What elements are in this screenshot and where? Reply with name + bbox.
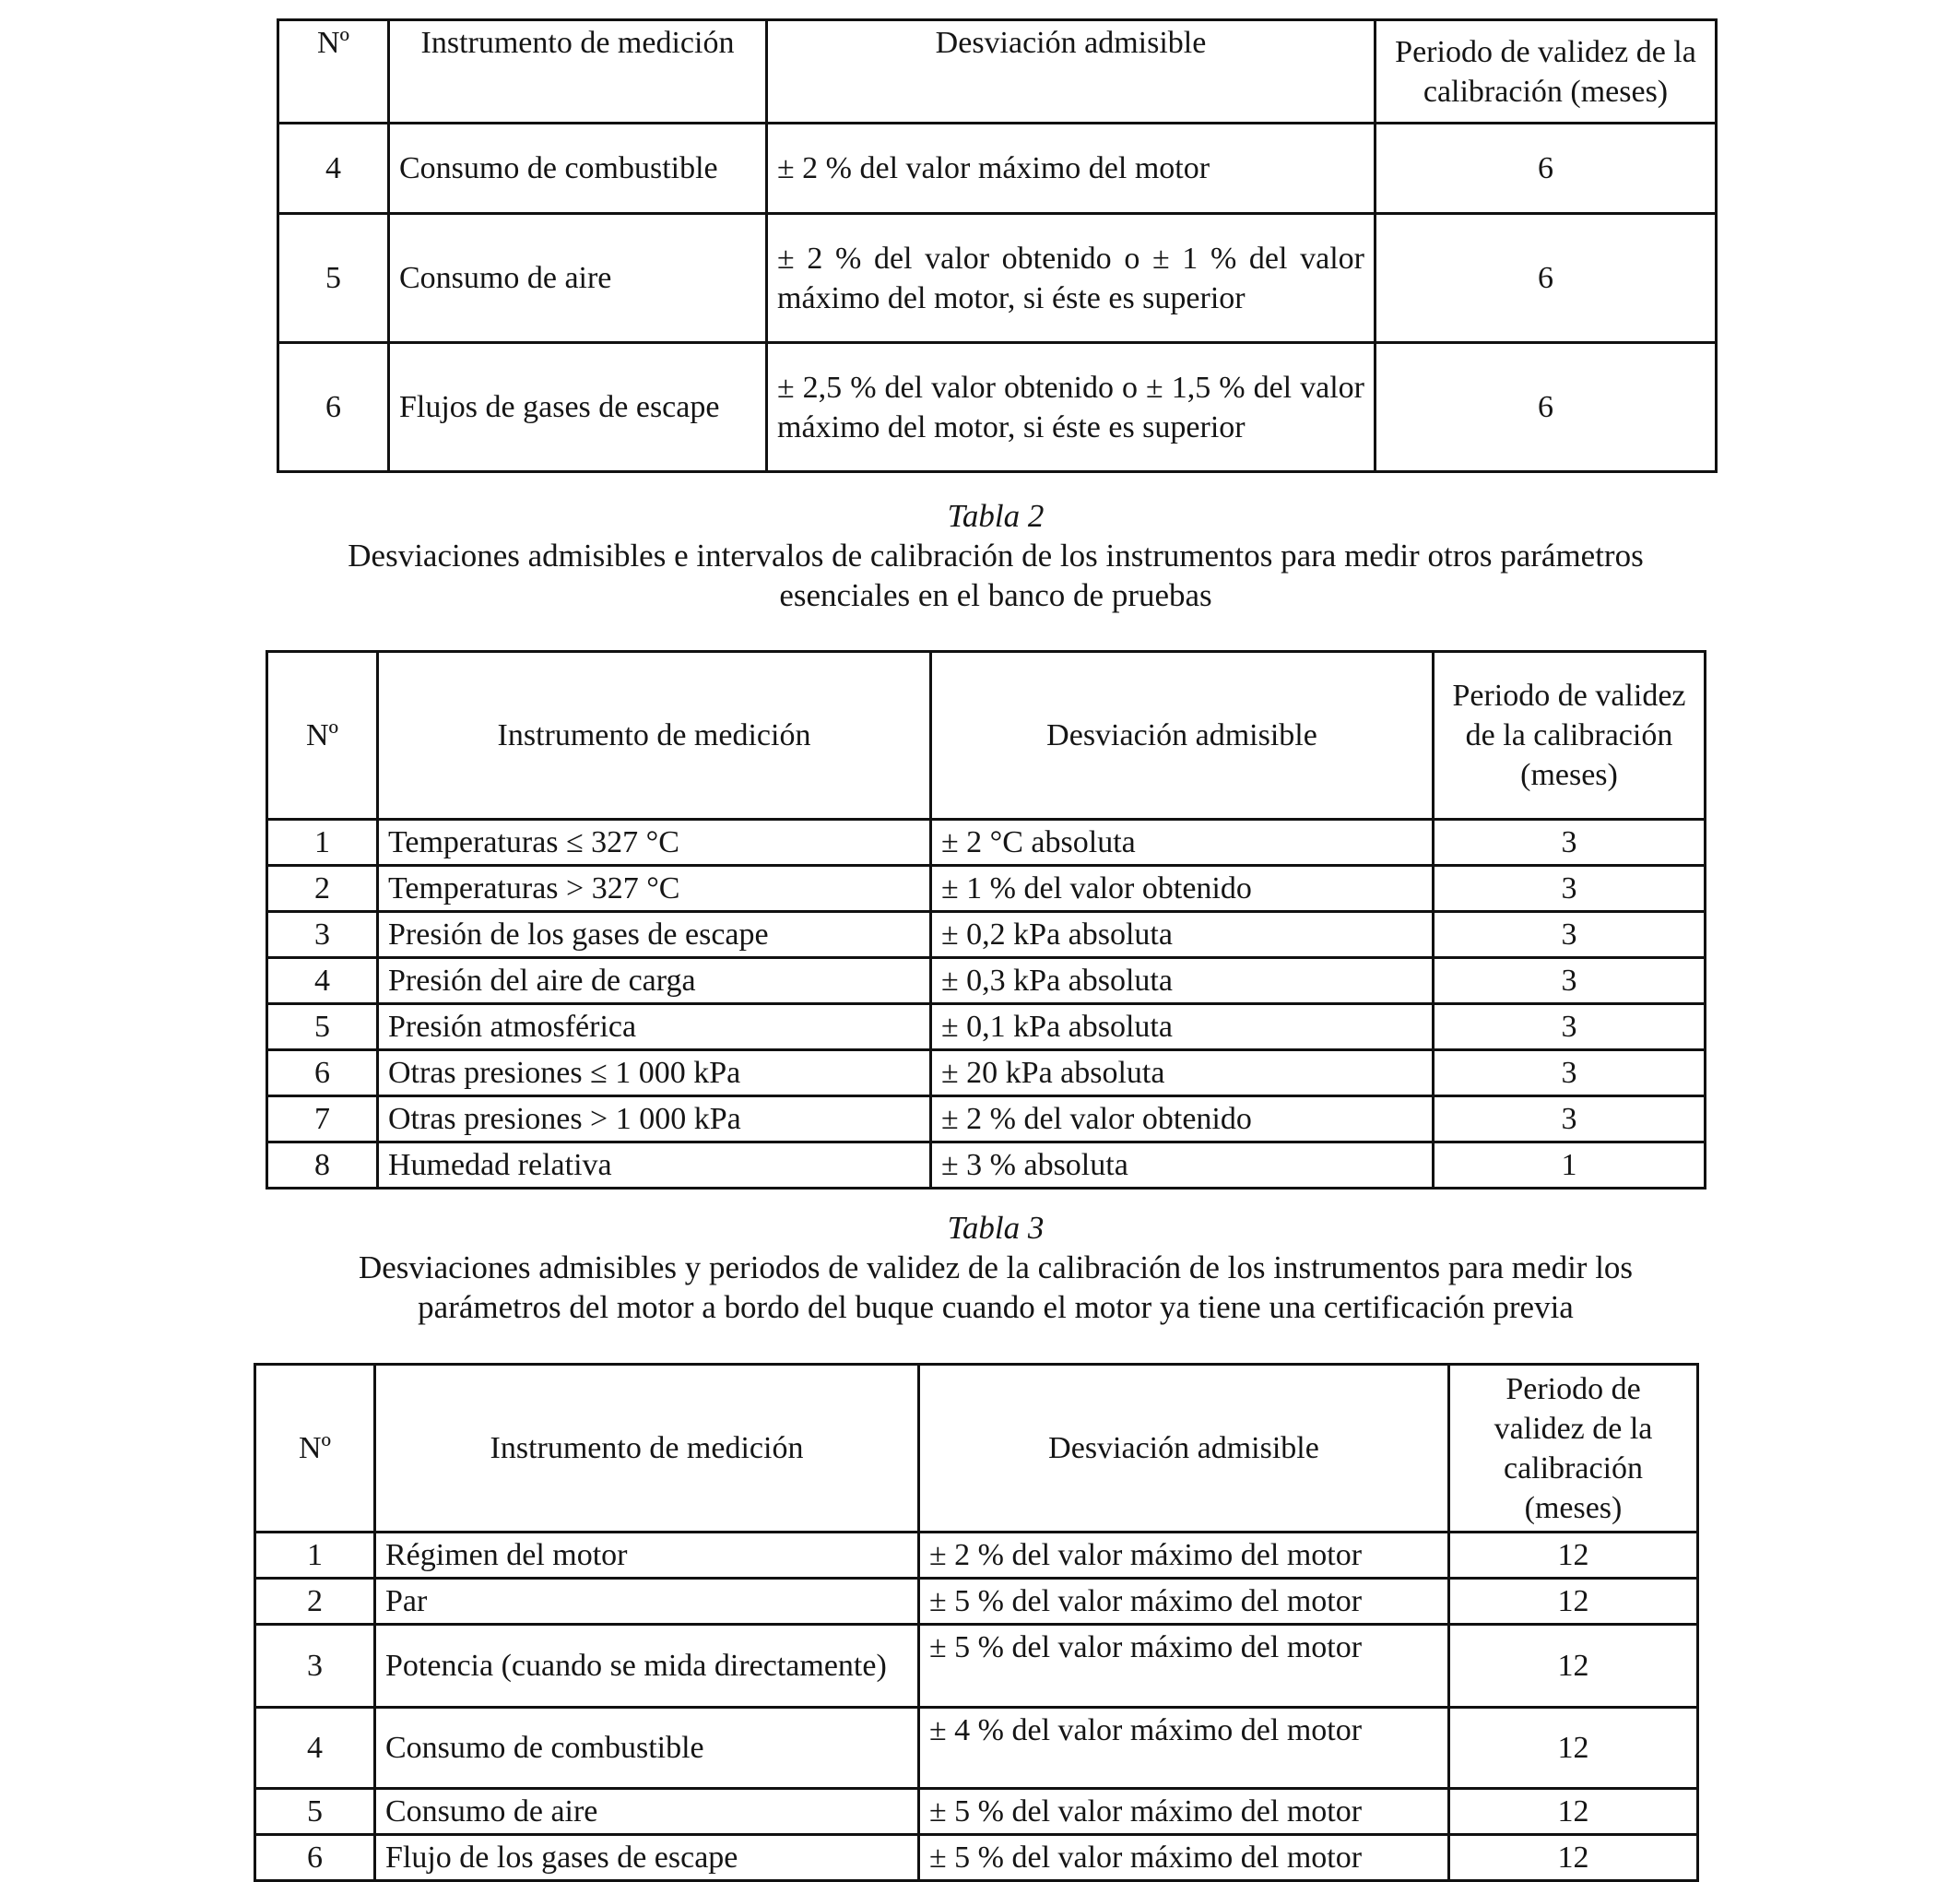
row-deviation: ± 2 % del valor máximo del motor [767, 124, 1376, 214]
header-deviation: Desviación admisible [931, 652, 1434, 820]
table-2-title: Tabla 2 [947, 498, 1045, 534]
row-period: 12 [1449, 1789, 1698, 1835]
row-period: 6 [1376, 343, 1717, 472]
row-instrument: Consumo de aire [389, 214, 767, 343]
row-instrument: Temperaturas ≤ 327 °C [378, 820, 931, 866]
row-number: 7 [267, 1096, 378, 1142]
row-deviation: ± 2 % del valor obtenido o ± 1 % del valor máximo del motor, si éste es superior [767, 214, 1376, 343]
row-deviation: ± 4 % del valor máximo del motor [919, 1708, 1449, 1789]
row-instrument: Presión de los gases de escape [378, 912, 931, 958]
row-period: 6 [1376, 124, 1717, 214]
row-instrument: Humedad relativa [378, 1142, 931, 1189]
row-period: 1 [1434, 1142, 1706, 1189]
table-row [267, 1004, 1706, 1050]
row-instrument: Consumo de combustible [375, 1708, 919, 1789]
row-deviation: ± 5 % del valor máximo del motor [919, 1835, 1449, 1881]
table-3-description: Desviaciones admisibles y periodos de validez de la calibración de los instrumentos para medir los parámetros del motor a bordo del buque cuando el motor ya tiene una certificación previa [358, 1249, 1634, 1325]
table-row [255, 1533, 1698, 1579]
row-number: 8 [267, 1142, 378, 1189]
table-header-row [267, 652, 1706, 820]
row-instrument: Potencia (cuando se mida directamente) [375, 1625, 919, 1708]
row-instrument: Otras presiones ≤ 1 000 kPa [378, 1050, 931, 1096]
row-period: 3 [1434, 912, 1706, 958]
row-number: 5 [255, 1789, 375, 1835]
row-instrument: Consumo de aire [375, 1789, 919, 1835]
row-number: 6 [267, 1050, 378, 1096]
row-deviation: ± 5 % del valor máximo del motor [919, 1789, 1449, 1835]
table-row [255, 1835, 1698, 1881]
row-deviation: ± 20 kPa absoluta [931, 1050, 1434, 1096]
row-period: 12 [1449, 1835, 1698, 1881]
header-deviation: Desviación admisible [767, 20, 1376, 124]
table-row [267, 912, 1706, 958]
row-number: 1 [255, 1533, 375, 1579]
table-3-caption [295, 1208, 1696, 1327]
row-number: 3 [255, 1625, 375, 1708]
table-3 [254, 1363, 1699, 1882]
row-period: 12 [1449, 1625, 1698, 1708]
row-period: 12 [1449, 1708, 1698, 1789]
header-period: Periodo de validez de la calibración (meses) [1434, 652, 1706, 820]
table-2-caption [313, 496, 1678, 615]
row-deviation: ± 2 % del valor máximo del motor [919, 1533, 1449, 1579]
row-period: 3 [1434, 1096, 1706, 1142]
header-number: Nº [255, 1365, 375, 1533]
table-2-description: Desviaciones admisibles e intervalos de calibración de los instrumentos para medir otros parámetros esenciales en el banco de pruebas [348, 538, 1644, 613]
row-number: 1 [267, 820, 378, 866]
row-deviation: ± 0,3 kPa absoluta [931, 958, 1434, 1004]
header-instrument: Instrumento de medición [378, 652, 931, 820]
row-number: 6 [255, 1835, 375, 1881]
row-period: 3 [1434, 1050, 1706, 1096]
table-header-row [255, 1365, 1698, 1533]
row-instrument: Par [375, 1579, 919, 1625]
table-row [267, 958, 1706, 1004]
row-number: 6 [278, 343, 389, 472]
row-number: 4 [267, 958, 378, 1004]
row-deviation: ± 2 °C absoluta [931, 820, 1434, 866]
row-number: 4 [255, 1708, 375, 1789]
row-instrument: Presión atmosférica [378, 1004, 931, 1050]
row-period: 3 [1434, 820, 1706, 866]
row-instrument: Flujo de los gases de escape [375, 1835, 919, 1881]
row-period: 3 [1434, 1004, 1706, 1050]
row-deviation: ± 2 % del valor obtenido [931, 1096, 1434, 1142]
table-row [278, 124, 1717, 214]
header-period: Periodo de validez de la calibración (meses) [1376, 20, 1717, 124]
row-instrument: Temperaturas > 327 °C [378, 866, 931, 912]
row-deviation: ± 2,5 % del valor obtenido o ± 1,5 % del valor máximo del motor, si éste es superior [767, 343, 1376, 472]
row-deviation: ± 5 % del valor máximo del motor [919, 1579, 1449, 1625]
table-row [267, 1050, 1706, 1096]
table-row [278, 214, 1717, 343]
table-row [255, 1789, 1698, 1835]
header-number: Nº [267, 652, 378, 820]
table-row [267, 1096, 1706, 1142]
row-period: 12 [1449, 1579, 1698, 1625]
row-number: 5 [267, 1004, 378, 1050]
row-number: 4 [278, 124, 389, 214]
row-period: 6 [1376, 214, 1717, 343]
table-row [267, 866, 1706, 912]
table-row [255, 1579, 1698, 1625]
row-instrument: Consumo de combustible [389, 124, 767, 214]
table-row [267, 820, 1706, 866]
row-period: 12 [1449, 1533, 1698, 1579]
row-instrument: Presión del aire de carga [378, 958, 931, 1004]
header-deviation: Desviación admisible [919, 1365, 1449, 1533]
table-row [278, 343, 1717, 472]
header-number: Nº [278, 20, 389, 124]
row-deviation: ± 5 % del valor máximo del motor [919, 1625, 1449, 1708]
row-number: 3 [267, 912, 378, 958]
row-number: 5 [278, 214, 389, 343]
table-row [267, 1142, 1706, 1189]
header-instrument: Instrumento de medición [389, 20, 767, 124]
table-3-title: Tabla 3 [947, 1210, 1045, 1246]
header-period: Periodo de validez de la calibración (meses) [1449, 1365, 1698, 1533]
row-deviation: ± 0,1 kPa absoluta [931, 1004, 1434, 1050]
row-deviation: ± 3 % absoluta [931, 1142, 1434, 1189]
table-row [255, 1625, 1698, 1708]
row-instrument: Otras presiones > 1 000 kPa [378, 1096, 931, 1142]
row-period: 3 [1434, 866, 1706, 912]
row-deviation: ± 0,2 kPa absoluta [931, 912, 1434, 958]
row-number: 2 [267, 866, 378, 912]
table-row [255, 1708, 1698, 1789]
table-1 [277, 18, 1718, 473]
row-deviation: ± 1 % del valor obtenido [931, 866, 1434, 912]
table-header-row [278, 20, 1717, 124]
row-period: 3 [1434, 958, 1706, 1004]
row-instrument: Flujos de gases de escape [389, 343, 767, 472]
row-number: 2 [255, 1579, 375, 1625]
row-instrument: Régimen del motor [375, 1533, 919, 1579]
table-2 [266, 650, 1706, 1190]
header-instrument: Instrumento de medición [375, 1365, 919, 1533]
